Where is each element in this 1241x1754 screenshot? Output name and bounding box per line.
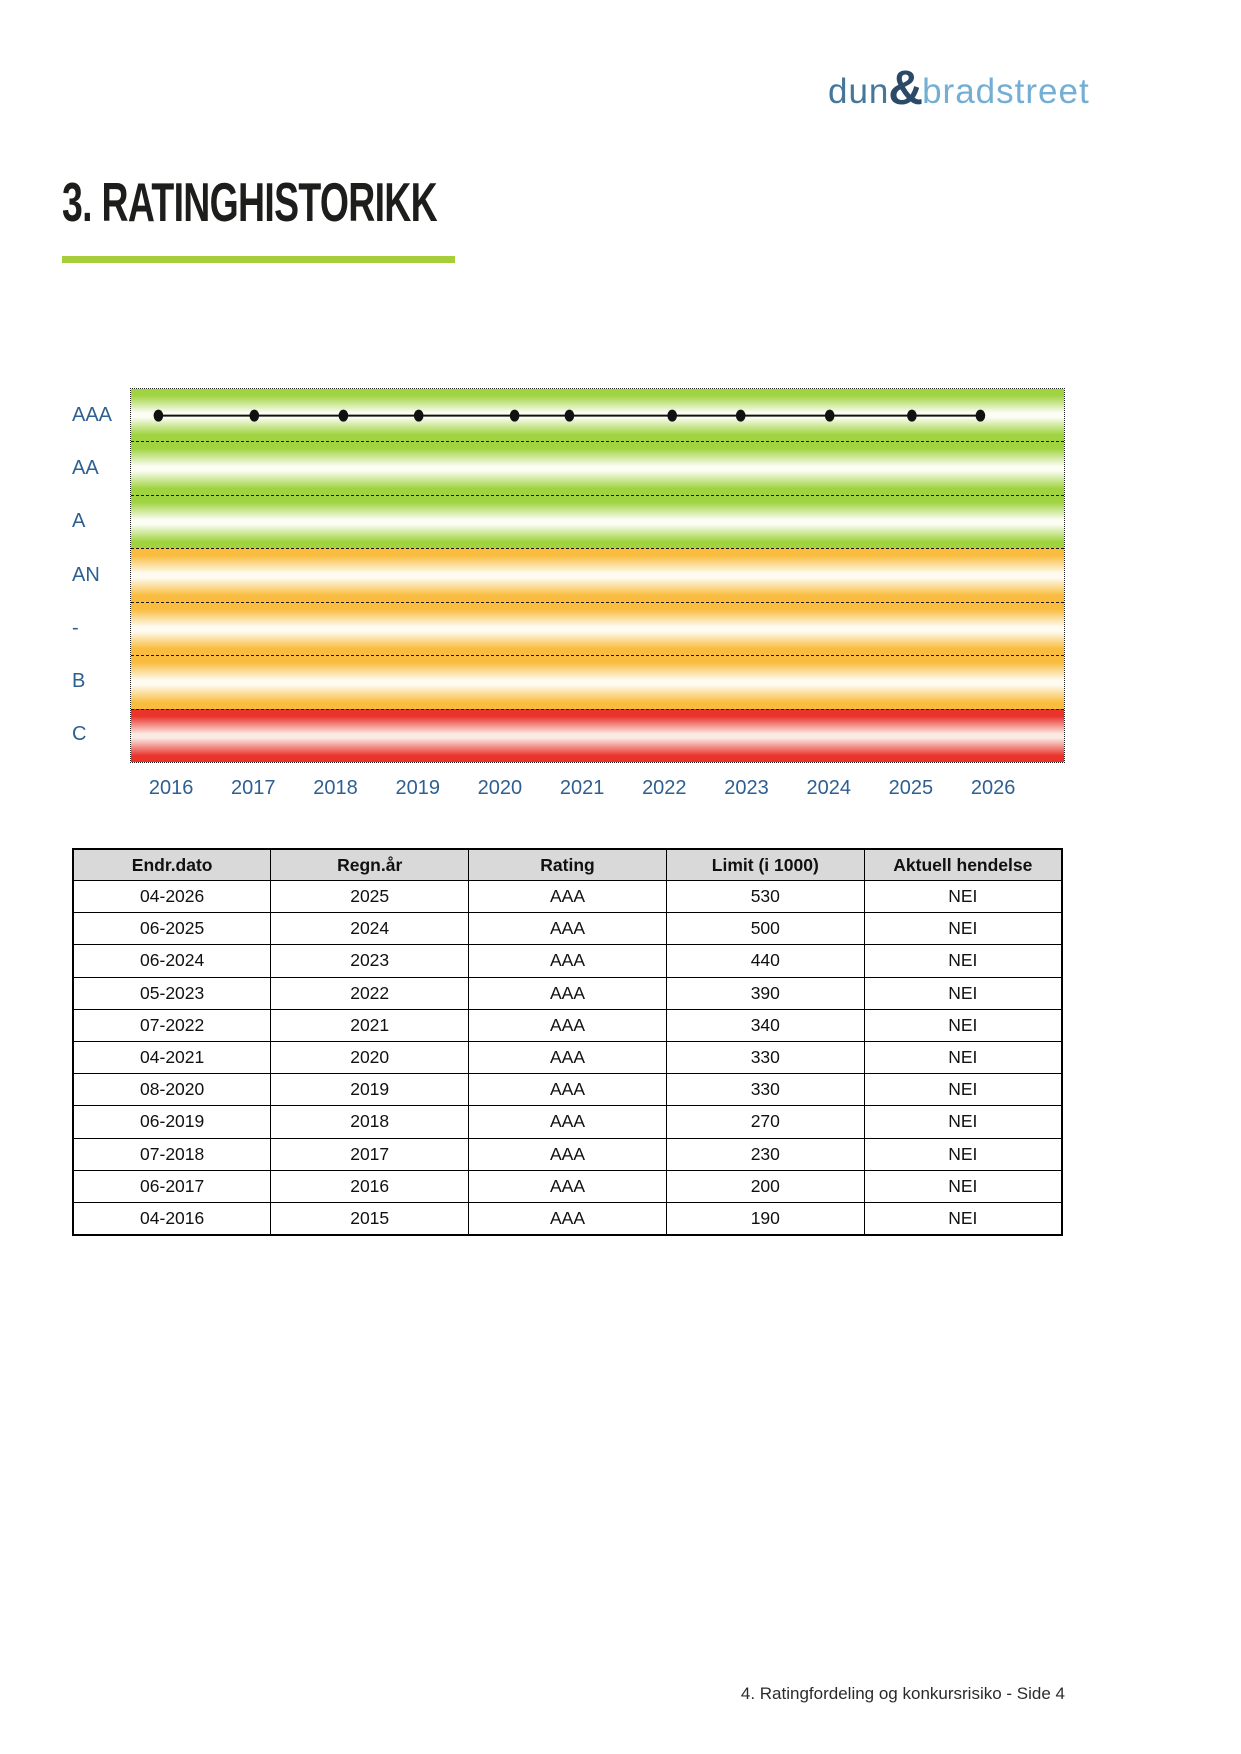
- table-cell: AAA: [469, 1170, 667, 1202]
- table-row: [73, 1106, 1062, 1138]
- table-cell: 2018: [271, 1106, 469, 1138]
- rating-point-06-2017: [250, 410, 260, 422]
- table-cell: 2024: [271, 913, 469, 945]
- table-cell: 200: [666, 1170, 864, 1202]
- table-cell: 270: [666, 1106, 864, 1138]
- x-axis-label-2020: 2020: [477, 777, 523, 799]
- title-accent-rule: [62, 256, 455, 263]
- rating-history-table: [72, 848, 1063, 1236]
- table-cell: 08-2020: [73, 1074, 271, 1106]
- table-row: [73, 1202, 1062, 1235]
- table-cell: NEI: [864, 1041, 1062, 1073]
- column-header: Regn.år: [271, 849, 469, 881]
- y-axis-label-AAA: AAA: [72, 403, 113, 426]
- table-cell: 06-2025: [73, 913, 271, 945]
- x-axis-label-2025: 2025: [888, 777, 934, 799]
- table-row: [73, 1170, 1062, 1202]
- table-cell: 06-2019: [73, 1106, 271, 1138]
- y-axis-label-A: A: [72, 510, 86, 533]
- rating-history-chart: [0, 388, 1241, 808]
- table-cell: NEI: [864, 1170, 1062, 1202]
- logo-word-bradstreet: bradstreet: [922, 72, 1090, 111]
- table-cell: 04-2016: [73, 1202, 271, 1235]
- table-cell: 390: [666, 977, 864, 1009]
- table-cell: 2015: [271, 1202, 469, 1235]
- rating-point-07-2018: [339, 410, 349, 422]
- y-axis-label-AN: AN: [72, 563, 100, 586]
- x-axis-label-2026: 2026: [970, 777, 1016, 799]
- table-cell: AAA: [469, 1106, 667, 1138]
- column-header: Endr.dato: [73, 849, 271, 881]
- y-axis-label--: -: [72, 616, 79, 639]
- table-cell: 07-2022: [73, 1009, 271, 1041]
- column-header: Aktuell hendelse: [864, 849, 1062, 881]
- y-axis-label-B: B: [72, 670, 86, 693]
- table-cell: NEI: [864, 881, 1062, 913]
- table-cell: NEI: [864, 1202, 1062, 1235]
- page-footer: 4. Ratingfordeling og konkursrisiko - Side 4: [740, 1684, 1065, 1703]
- table-cell: 530: [666, 881, 864, 913]
- table-cell: NEI: [864, 1138, 1062, 1170]
- rating-point-06-2019: [414, 410, 424, 422]
- table-header-row: [73, 849, 1062, 881]
- table-cell: 05-2023: [73, 977, 271, 1009]
- table-cell: NEI: [864, 1074, 1062, 1106]
- table-cell: 2019: [271, 1074, 469, 1106]
- dun-bradstreet-logo: [828, 62, 1090, 116]
- table-row: [73, 1074, 1062, 1106]
- x-axis-label-2016: 2016: [148, 777, 194, 799]
- table-cell: 330: [666, 1074, 864, 1106]
- table-cell: 04-2026: [73, 881, 271, 913]
- rating-series-line: [131, 389, 1064, 762]
- table-row: [73, 945, 1062, 977]
- x-axis-label-2017: 2017: [231, 777, 276, 799]
- y-axis-label-C: C: [72, 723, 87, 746]
- table-cell: 07-2018: [73, 1138, 271, 1170]
- column-header: Rating: [469, 849, 667, 881]
- chart-plot-area: [130, 388, 1065, 763]
- table-cell: 2017: [271, 1138, 469, 1170]
- table-cell: 2020: [271, 1041, 469, 1073]
- table-cell: AAA: [469, 1074, 667, 1106]
- table-cell: NEI: [864, 1009, 1062, 1041]
- logo-word-dun: dun: [828, 72, 890, 111]
- table-cell: AAA: [469, 881, 667, 913]
- rating-point-06-2024: [825, 410, 835, 422]
- x-axis-label-2019: 2019: [395, 777, 440, 799]
- table-cell: 2023: [271, 945, 469, 977]
- table-cell: 340: [666, 1009, 864, 1041]
- x-axis-label-2018: 2018: [313, 777, 358, 799]
- x-axis-label-2022: 2022: [642, 777, 687, 799]
- table-cell: AAA: [469, 1138, 667, 1170]
- table-row: [73, 1041, 1062, 1073]
- table-cell: AAA: [469, 977, 667, 1009]
- table-cell: 2016: [271, 1170, 469, 1202]
- rating-point-07-2022: [667, 410, 677, 422]
- table-row: [73, 1138, 1062, 1170]
- x-axis-label-2023: 2023: [724, 777, 769, 799]
- table-cell: 2022: [271, 977, 469, 1009]
- table-cell: 06-2017: [73, 1170, 271, 1202]
- table-cell: 330: [666, 1041, 864, 1073]
- x-axis-label-2021: 2021: [559, 777, 605, 799]
- table-cell: 04-2021: [73, 1041, 271, 1073]
- table-row: [73, 881, 1062, 913]
- table-cell: 2021: [271, 1009, 469, 1041]
- rating-point-06-2025: [907, 410, 917, 422]
- table-row: [73, 977, 1062, 1009]
- rating-point-08-2020: [510, 410, 520, 422]
- y-axis-label-AA: AA: [72, 456, 99, 479]
- table-cell: NEI: [864, 977, 1062, 1009]
- table-cell: 06-2024: [73, 945, 271, 977]
- table-cell: AAA: [469, 913, 667, 945]
- table-cell: 230: [666, 1138, 864, 1170]
- column-header: Limit (i 1000): [666, 849, 864, 881]
- table-cell: 190: [666, 1202, 864, 1235]
- rating-point-04-2016: [154, 410, 164, 422]
- table-cell: AAA: [469, 1202, 667, 1235]
- rating-point-04-2021: [565, 410, 575, 422]
- table-row: [73, 1009, 1062, 1041]
- table-cell: NEI: [864, 945, 1062, 977]
- table-cell: 2025: [271, 881, 469, 913]
- rating-point-04-2026: [976, 410, 986, 422]
- table-cell: NEI: [864, 913, 1062, 945]
- section-title: 3. RATINGHISTORIKK: [62, 171, 437, 233]
- table-cell: AAA: [469, 1041, 667, 1073]
- table-row: [73, 913, 1062, 945]
- table-cell: 500: [666, 913, 864, 945]
- table-cell: AAA: [469, 1009, 667, 1041]
- rating-point-05-2023: [736, 410, 746, 422]
- chart-y-axis-labels: [0, 388, 130, 761]
- table-cell: AAA: [469, 945, 667, 977]
- table-cell: 440: [666, 945, 864, 977]
- x-axis-label-2024: 2024: [806, 777, 851, 799]
- table-cell: NEI: [864, 1106, 1062, 1138]
- logo-ampersand-icon: &: [888, 62, 924, 115]
